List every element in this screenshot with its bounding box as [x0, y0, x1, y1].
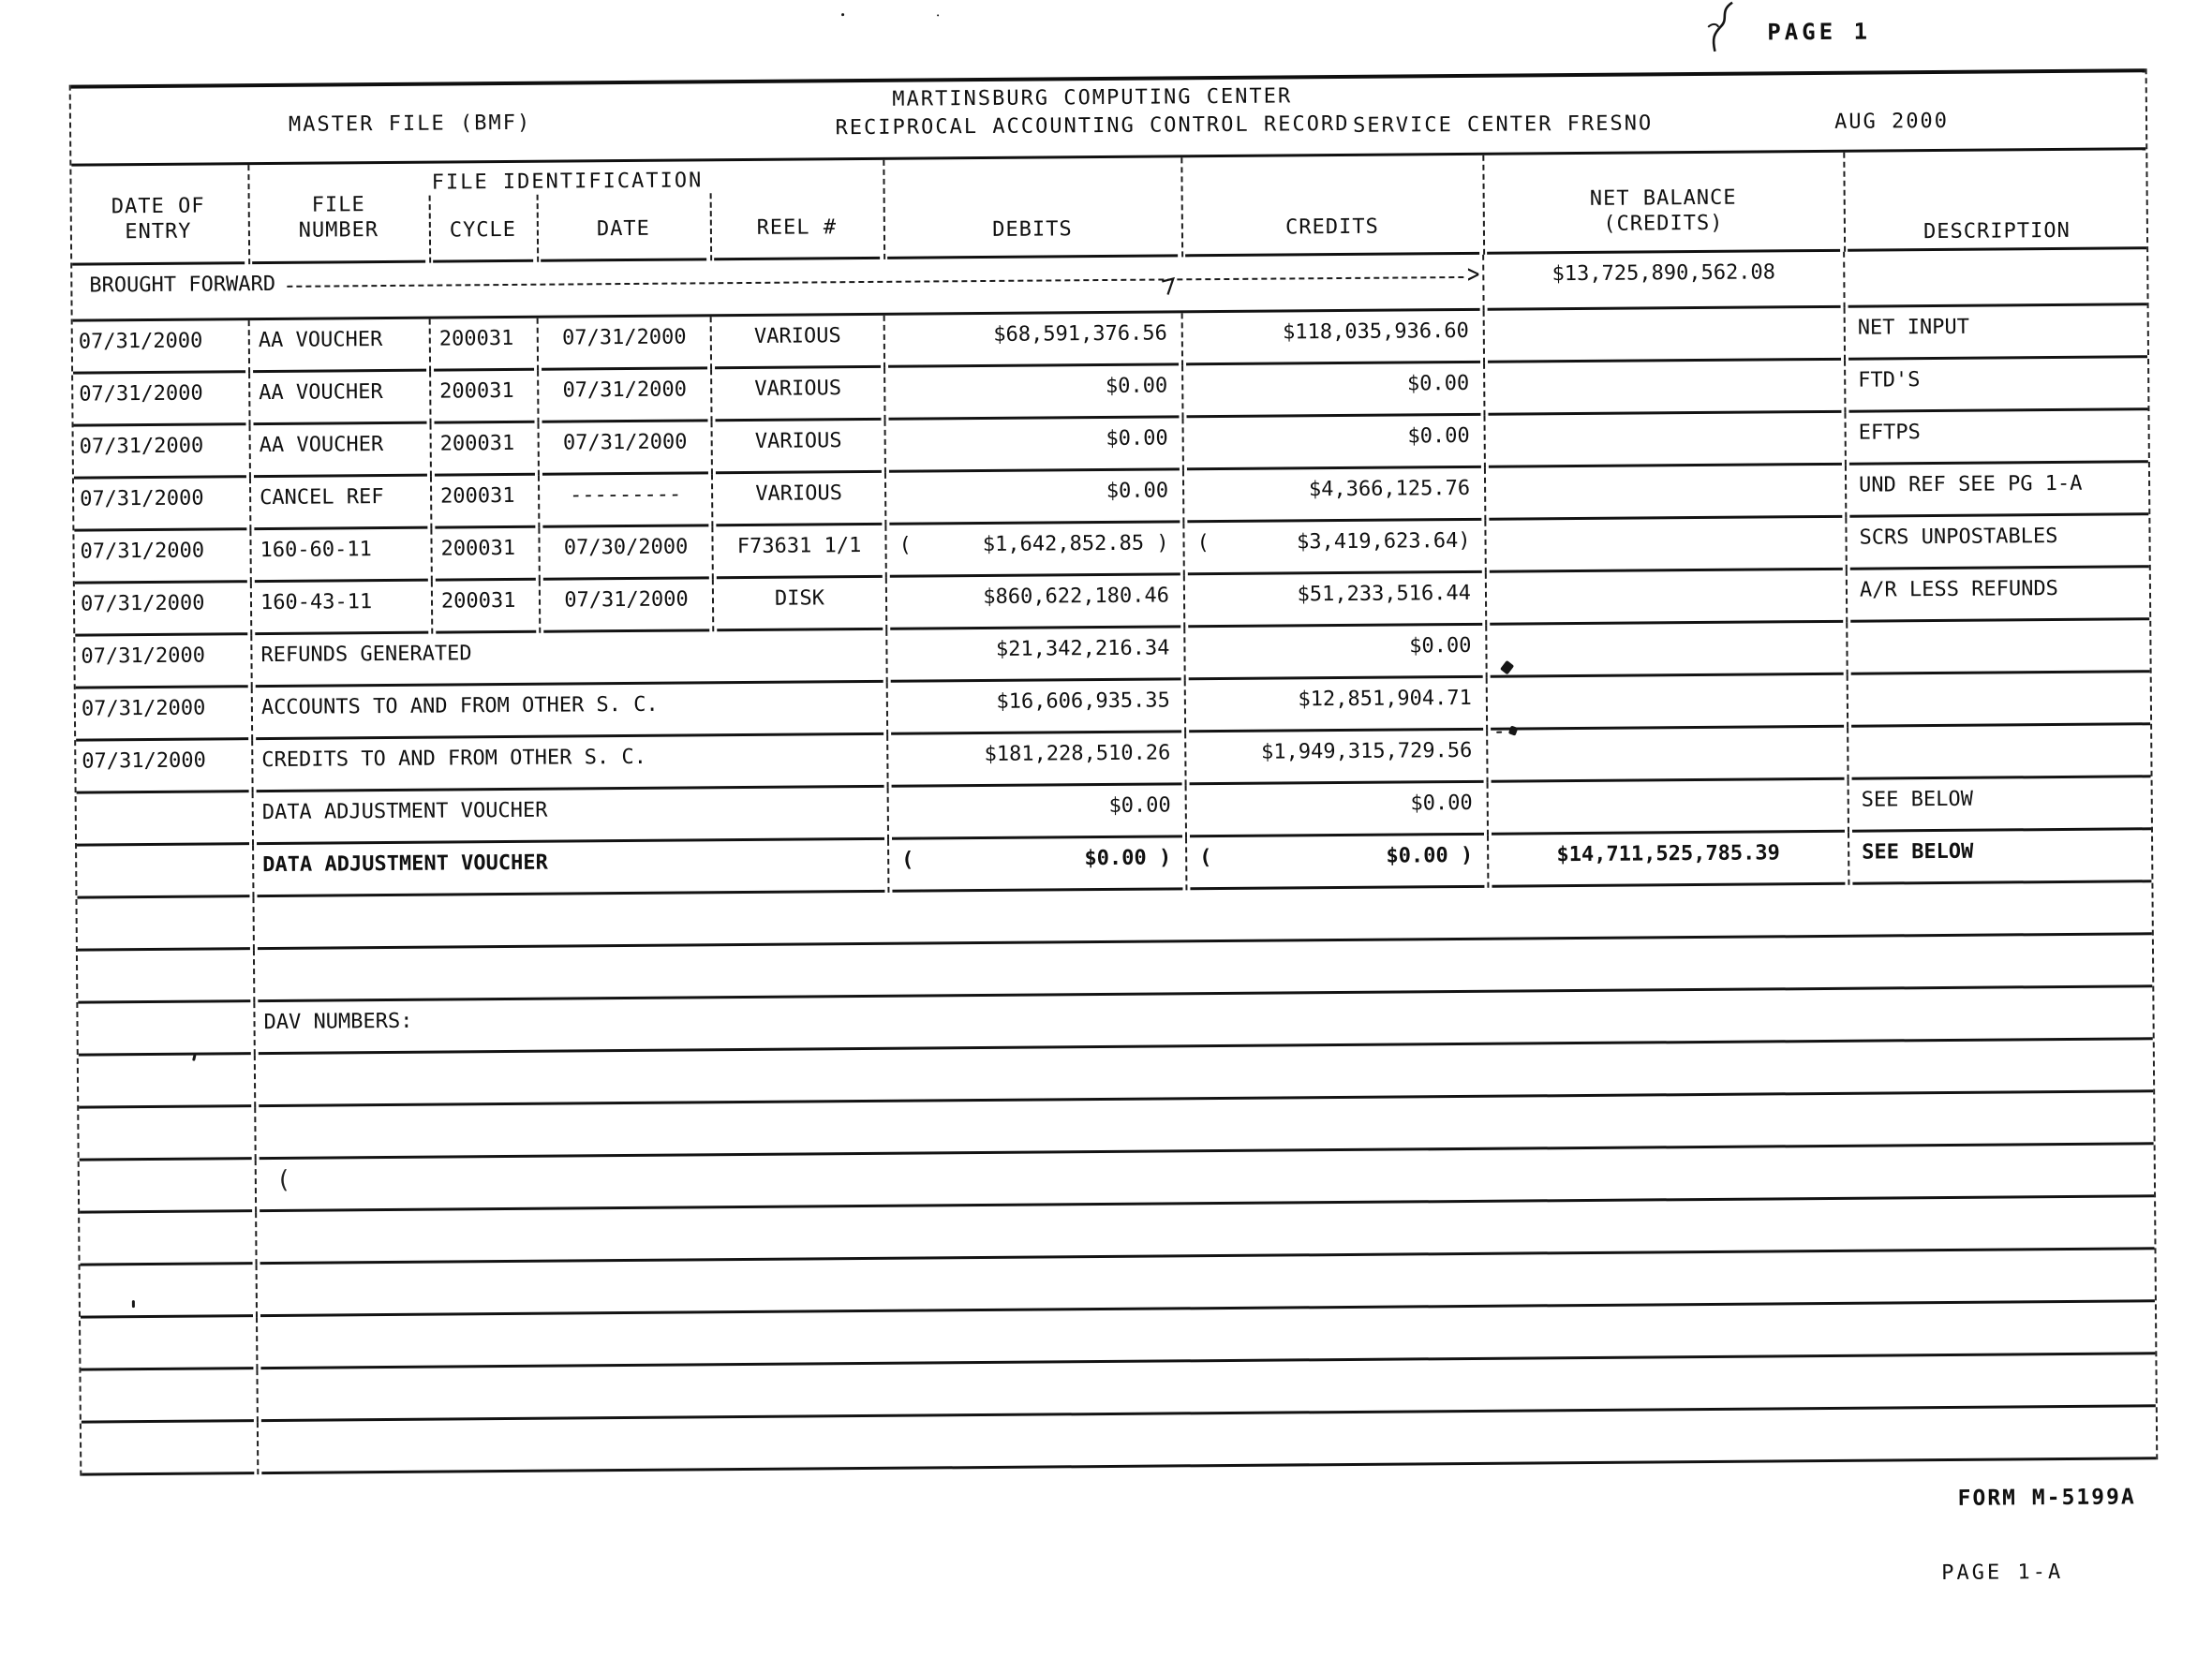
description-cell: UND REF SEE PG 1-A — [1849, 463, 2148, 518]
column-gutter — [253, 1369, 260, 1422]
ink-speck — [841, 13, 844, 16]
ink-mark — [1699, 0, 1740, 55]
credits-cell — [1190, 783, 1484, 837]
file-date-cell: --------- — [542, 474, 708, 527]
column-gutter — [1845, 833, 1852, 885]
column-gutter — [1842, 518, 1849, 570]
entry-date-cell — [77, 897, 249, 951]
column-gutter — [246, 425, 254, 478]
reel-cell: VARIOUS — [715, 368, 881, 422]
credits-cell — [1187, 468, 1481, 523]
reel-cell: VARIOUS — [715, 316, 881, 369]
column-divider — [247, 165, 250, 264]
brought-forward-label: BROUGHT FORWARD — [89, 272, 276, 298]
column-gutter — [707, 369, 715, 422]
column-header-reel: REEL # — [713, 160, 880, 260]
column-gutter — [249, 792, 257, 845]
file-number-cell: AA VOUCHER — [253, 319, 426, 373]
arrow-head: > — [1466, 259, 1480, 290]
reel-cell: VARIOUS — [716, 473, 882, 526]
file-date-cell: 07/31/2000 — [542, 369, 707, 422]
entry-date-cell: 07/31/2000 — [76, 740, 248, 793]
column-gutter — [881, 316, 888, 368]
description-cell: SEE BELOW — [1852, 777, 2151, 833]
column-gutter — [883, 578, 890, 630]
debits-cell — [890, 628, 1180, 682]
column-gutter — [1180, 470, 1187, 523]
entry-date-cell — [77, 845, 249, 898]
debits-cell — [891, 732, 1181, 787]
column-gutter — [1844, 675, 1851, 728]
debits-cell-value: $1,642,852.85 ) — [982, 531, 1169, 557]
debits-cell — [888, 313, 1179, 367]
column-gutter — [245, 373, 253, 425]
entry-date-cell — [80, 1160, 252, 1213]
entry-date-cell: 07/31/2000 — [75, 583, 247, 636]
column-gutter — [253, 1265, 260, 1317]
column-gutter — [883, 735, 891, 788]
form-type-label: MASTER FILE (BMF) — [288, 111, 532, 137]
cycle-cell: 200031 — [435, 423, 535, 477]
form-number: FORM M-5199A — [1957, 1485, 2136, 1511]
column-gutter — [1482, 626, 1490, 678]
credits-cell-value: $0.00 — [1407, 423, 1470, 449]
credits-cell — [1186, 363, 1480, 418]
entry-date-cell — [82, 1422, 254, 1475]
row-label-cell: ACCOUNTS TO AND FROM OTHER S. C. — [256, 683, 883, 740]
column-header-line: NET BALANCE — [1589, 185, 1737, 211]
dashed-arrow-line — [287, 276, 1463, 288]
column-group-file-identification: FILE IDENTIFICATION — [431, 169, 704, 195]
column-gutter — [246, 478, 254, 530]
open-paren: ( — [898, 533, 912, 557]
column-gutter — [1181, 732, 1189, 785]
credits-cell-value: $118,035,936.60 — [1282, 318, 1469, 345]
column-gutter — [1179, 418, 1186, 470]
open-paren: ( — [1199, 846, 1212, 870]
credits-cell — [1186, 416, 1480, 470]
column-gutter — [249, 897, 257, 950]
column-gutter — [245, 320, 253, 373]
reel-cell: DISK — [717, 578, 883, 631]
column-divider — [1180, 157, 1183, 257]
row-label-cell: CREDITS TO AND FROM OTHER S. C. — [256, 735, 883, 792]
net-balance-cell — [1491, 675, 1844, 731]
column-header-line: (CREDITS) — [1603, 211, 1724, 236]
net-balance-cell — [1489, 518, 1842, 573]
column-gutter — [1483, 731, 1491, 783]
file-number-cell: AA VOUCHER — [253, 372, 426, 425]
entry-date-cell: 07/31/2000 — [75, 635, 247, 688]
debits-cell-value: $0.00 — [1108, 793, 1171, 818]
column-gutter — [426, 319, 434, 372]
column-divider — [537, 195, 540, 262]
net-balance-cell: $14,711,525,785.39 — [1492, 833, 1845, 888]
debits-cell-value: $0.00 — [1106, 426, 1168, 451]
cycle-cell: 200031 — [436, 581, 536, 634]
column-gutter — [1841, 413, 1848, 466]
column-gutter — [881, 368, 888, 421]
column-gutter — [248, 688, 256, 740]
column-header-date-of-entry — [71, 165, 245, 265]
column-headers — [71, 150, 2146, 265]
description-cell — [1851, 673, 2150, 728]
file-date-cell: 07/31/2000 — [542, 317, 707, 370]
column-gutter — [535, 476, 542, 528]
column-gutter — [427, 477, 435, 529]
column-gutter — [1180, 575, 1188, 628]
footer-page-number: PAGE 1-A — [1941, 1561, 2064, 1586]
column-gutter — [1481, 521, 1489, 573]
column-header-line: ENTRY — [125, 219, 192, 244]
entry-date-cell: 07/31/2000 — [73, 320, 245, 374]
column-gutter — [252, 1212, 260, 1265]
column-gutter — [1480, 363, 1488, 416]
column-header-net-balance — [1486, 153, 1840, 255]
net-balance-cell — [1489, 466, 1842, 521]
column-gutter — [536, 581, 543, 633]
entry-date-cell — [81, 1317, 253, 1370]
ink-mark — [1160, 276, 1177, 297]
column-header-credits: CREDITS — [1184, 155, 1479, 257]
net-balance-cell — [1491, 728, 1844, 783]
credits-cell — [1186, 311, 1480, 365]
debits-cell-value: $181,228,510.26 — [984, 741, 1171, 767]
debits-cell-value: $0.00 — [1105, 374, 1168, 398]
column-gutter — [884, 788, 892, 840]
reel-cell: F73631 1/1 — [716, 525, 882, 579]
column-gutter — [250, 950, 258, 1002]
description-cell: EFTPS — [1848, 410, 2147, 466]
column-divider — [429, 196, 432, 263]
cycle-cell: 200031 — [435, 476, 535, 529]
column-gutter — [1479, 255, 1487, 311]
description-cell: FTD'S — [1848, 358, 2147, 413]
column-gutter — [882, 473, 889, 525]
credits-cell-value: $0.00 — [1410, 791, 1473, 816]
column-gutter — [884, 840, 892, 893]
debits-cell — [890, 575, 1180, 629]
column-header-date: DATE — [540, 161, 706, 261]
debits-cell — [889, 523, 1180, 577]
report-period: AUG 2000 — [1833, 109, 1950, 134]
file-number-cell: 160-60-11 — [254, 529, 427, 583]
column-gutter — [252, 1160, 260, 1212]
credits-cell — [1189, 731, 1483, 785]
debits-cell — [889, 418, 1180, 472]
debits-cell-value: $0.00 — [1106, 479, 1169, 503]
column-gutter — [1840, 252, 1848, 308]
column-header-file-number — [251, 164, 425, 264]
form-title — [793, 82, 1392, 143]
column-gutter — [428, 582, 436, 634]
credits-cell — [1188, 573, 1482, 628]
column-gutter — [708, 526, 716, 579]
ink-mark: ( — [275, 1165, 291, 1194]
net-balance-cell: $13,725,890,562.08 — [1487, 252, 1840, 311]
column-gutter — [254, 1422, 261, 1474]
net-balance-cell — [1488, 361, 1841, 416]
entry-date-cell — [77, 792, 249, 846]
column-gutter — [1180, 628, 1188, 680]
description-cell — [1850, 620, 2149, 675]
entry-date-cell: 07/31/2000 — [74, 478, 246, 531]
column-gutter — [535, 423, 542, 476]
column-gutter — [1843, 570, 1850, 623]
column-gutter — [1844, 728, 1851, 780]
column-header-line: DATE OF — [111, 194, 205, 219]
debits-cell — [892, 837, 1182, 892]
row-label-cell: DAV NUMBERS: — [258, 987, 2152, 1055]
description-cell: NET INPUT — [1848, 305, 2147, 361]
column-gutter — [882, 421, 889, 473]
column-gutter — [250, 1002, 258, 1055]
column-gutter — [248, 740, 256, 792]
column-header-debits: DEBITS — [886, 157, 1178, 259]
column-gutter — [1182, 785, 1190, 837]
service-center-label: SERVICE CENTER FRESNO — [1352, 111, 1654, 138]
column-gutter — [708, 422, 716, 474]
column-gutter — [253, 1317, 260, 1369]
file-number-cell: 160-43-11 — [255, 582, 428, 635]
debits-cell-value: $16,606,935.35 — [996, 688, 1170, 714]
column-gutter — [1843, 623, 1850, 675]
open-paren: ( — [1196, 531, 1210, 555]
column-header-line: NUMBER — [298, 218, 379, 243]
column-header-line: FILE — [311, 193, 365, 217]
column-gutter — [1484, 836, 1492, 888]
debits-cell — [891, 680, 1181, 734]
cycle-cell: 200031 — [435, 528, 535, 582]
column-gutter — [535, 528, 542, 581]
column-gutter — [427, 529, 435, 582]
column-gutter — [1482, 573, 1490, 626]
debits-cell-value: $860,622,180.46 — [983, 584, 1170, 610]
column-gutter — [709, 579, 717, 631]
credits-cell-value: $3,419,623.64) — [1297, 528, 1471, 555]
column-gutter — [1179, 313, 1186, 365]
column-gutter — [1481, 468, 1489, 521]
debits-cell — [889, 470, 1180, 525]
ink-speck — [132, 1300, 135, 1308]
entry-date-cell — [78, 1002, 250, 1056]
credits-cell-value: $0.00 ) — [1386, 843, 1474, 868]
credits-cell — [1190, 836, 1484, 890]
entry-date-cell — [81, 1265, 253, 1318]
description-cell: SCRS UNPOSTABLES — [1849, 515, 2148, 570]
net-balance-cell — [1488, 308, 1841, 363]
file-number-cell: CANCEL REF — [254, 477, 427, 530]
column-gutter — [251, 1107, 259, 1160]
column-gutter — [247, 635, 255, 688]
entry-date-cell — [79, 1107, 251, 1161]
column-gutter — [534, 318, 542, 371]
column-gutter — [708, 474, 716, 526]
column-gutter — [247, 583, 255, 635]
column-divider — [883, 160, 885, 259]
column-gutter — [707, 317, 715, 369]
column-gutter — [1483, 678, 1491, 731]
column-gutter — [534, 371, 542, 423]
ink-speck — [937, 14, 939, 16]
column-gutter — [883, 630, 890, 683]
cycle-cell: 200031 — [434, 371, 534, 424]
column-gutter — [251, 1055, 259, 1107]
column-gutter — [1842, 466, 1849, 518]
description-cell — [1848, 249, 2146, 308]
column-gutter — [1182, 837, 1190, 890]
file-number-cell: AA VOUCHER — [254, 424, 427, 478]
column-divider — [710, 193, 713, 260]
row-label-cell: REFUNDS GENERATED — [255, 630, 883, 688]
open-paren: ( — [901, 848, 914, 872]
entry-date-cell: 07/31/2000 — [74, 425, 246, 479]
entry-date-cell: 07/31/2000 — [74, 530, 246, 584]
column-gutter — [1484, 783, 1492, 836]
column-gutter — [1480, 416, 1488, 468]
column-header-cycle: CYCLE — [432, 163, 533, 263]
cycle-cell: 200031 — [434, 318, 534, 372]
net-balance-cell — [1490, 623, 1843, 678]
row-label-cell: DATA ADJUSTMENT VOUCHER — [257, 788, 884, 845]
credits-cell-value: $12,851,904.71 — [1298, 686, 1472, 712]
file-date-cell: 07/31/2000 — [542, 422, 708, 475]
entry-date-cell — [78, 950, 250, 1003]
credits-cell-value: $1,949,315,729.56 — [1261, 738, 1473, 764]
column-gutter — [1845, 780, 1852, 833]
debits-cell — [892, 785, 1182, 839]
debits-cell-value: $68,591,376.56 — [993, 321, 1167, 347]
column-gutter — [883, 683, 891, 735]
file-date-cell: 07/31/2000 — [543, 579, 709, 632]
description-cell — [1851, 725, 2150, 780]
net-balance-cell — [1490, 570, 1843, 626]
credits-cell-value: $51,233,516.44 — [1297, 581, 1472, 607]
description-cell: SEE BELOW — [1852, 830, 2151, 885]
column-gutter — [246, 530, 254, 583]
credits-cell-value: $0.00 — [1409, 633, 1472, 658]
entry-date-cell: 07/31/2000 — [73, 373, 245, 426]
row-label-cell: DATA ADJUSTMENT VOUCHER — [257, 840, 884, 897]
column-gutter — [1180, 523, 1187, 575]
column-gutter — [426, 372, 434, 424]
debits-cell-value: $0.00 ) — [1084, 846, 1172, 871]
column-gutter — [1179, 365, 1186, 418]
credits-cell — [1188, 626, 1482, 680]
form-title-line1: MARTINSBURG COMPUTING CENTER — [892, 84, 1293, 111]
net-balance-cell — [1492, 780, 1845, 836]
column-gutter — [1841, 308, 1848, 361]
reel-cell: VARIOUS — [716, 421, 882, 474]
credits-cell-value: $4,366,125.76 — [1308, 476, 1471, 502]
credits-cell — [1189, 678, 1483, 732]
column-header-description: DESCRIPTION — [1847, 150, 2146, 252]
column-gutter — [249, 845, 257, 897]
column-gutter — [1480, 311, 1488, 363]
debits-cell — [888, 365, 1179, 420]
accounting-control-record-table — [69, 68, 2159, 1475]
entry-date-cell: 07/31/2000 — [76, 688, 248, 741]
credits-cell — [1187, 521, 1481, 575]
ink-speck — [1496, 732, 1502, 733]
column-gutter — [1841, 361, 1848, 413]
credits-cell-value: $0.00 — [1406, 371, 1470, 396]
column-gutter — [427, 424, 435, 477]
column-gutter — [1181, 680, 1189, 732]
entry-date-cell — [79, 1055, 251, 1108]
table-body — [73, 305, 2157, 1475]
column-gutter — [882, 525, 889, 578]
entry-date-cell — [80, 1212, 252, 1265]
description-cell: A/R LESS REFUNDS — [1850, 568, 2149, 623]
form-title-line2: RECIPROCAL ACCOUNTING CONTROL RECORD — [835, 111, 1350, 141]
column-divider — [1482, 155, 1485, 255]
debits-cell-value: $21,342,216.34 — [995, 636, 1170, 661]
page-number: PAGE 1 — [1767, 18, 1872, 46]
column-divider — [1843, 153, 1846, 252]
file-date-cell: 07/30/2000 — [542, 526, 708, 580]
net-balance-cell — [1488, 413, 1841, 468]
entry-date-cell — [81, 1369, 253, 1423]
